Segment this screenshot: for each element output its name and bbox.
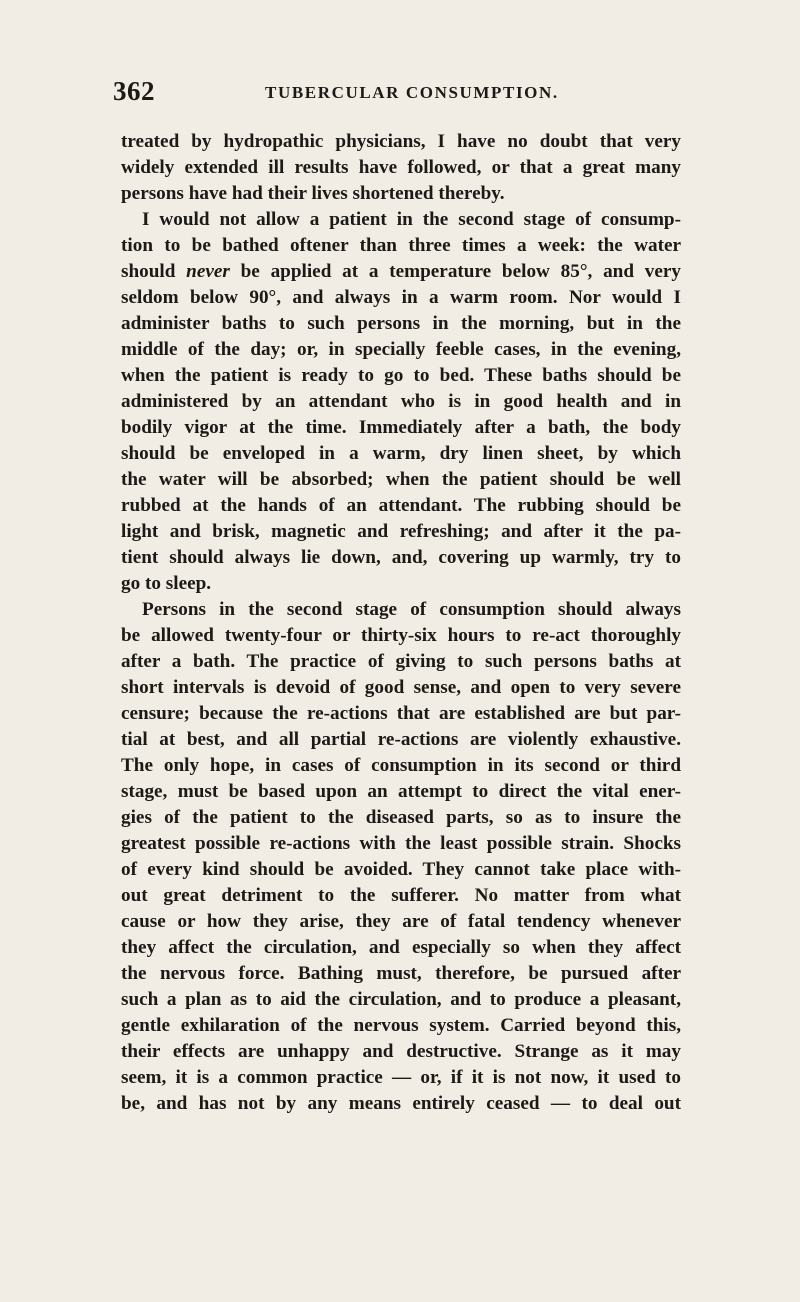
text-line: tial at best, and all partial re-actions are violently exhaustive. [121,729,681,750]
text-line: gentle exhilaration of the nervous system. Carried beyond this, [121,1015,681,1036]
body-text [121,129,681,1117]
text-line: stage, must be based upon an attempt to direct the vital ener- [121,781,681,802]
text-line: should be enveloped in a warm, dry linen sheet, by which [121,443,681,464]
text-line: seldom below 90°, and always in a warm room. Nor would I [121,287,681,308]
text-line: the water will be absorbed; when the patient should be well [121,469,681,490]
text-line: be allowed twenty-four or thirty-six hours to re-act thoroughly [121,625,681,646]
text-line: seem, it is a common practice — or, if it is not now, it used to [121,1067,681,1088]
text-fragment: be applied at a temperature below 85°, and very [240,261,681,282]
text-line: such a plan as to aid the circulation, and to produce a pleasant, [121,989,681,1010]
text-line: out great detriment to the sufferer. No matter from what [121,885,681,906]
text-line: after a bath. The practice of giving to such persons baths at [121,651,681,672]
text-line: the nervous force. Bathing must, therefore, be pursued after [121,963,681,984]
text-line: be, and has not by any means entirely ceased — to deal out [121,1093,681,1114]
text-line: cause or how they arise, they are of fatal tendency whenever [121,911,681,932]
text-line: short intervals is devoid of good sense, and open to very severe [121,677,681,698]
paragraph-start-line: I would not allow a patient in the second stage of consump- [142,209,681,230]
text-line: light and brisk, magnetic and refreshing; and after it the pa- [121,521,681,542]
running-head [113,76,685,110]
text-line: treated by hydropathic physicians, I have no doubt that very [121,131,681,152]
text-line: bodily vigor at the time. Immediately after a bath, the body [121,417,681,438]
running-title: TUBERCULAR CONSUMPTION. [265,83,559,102]
text-line [121,259,681,285]
italic-emphasis: never [186,261,230,282]
text-line: The only hope, in cases of consumption in its second or third [121,755,681,776]
text-line: greatest possible re-actions with the least possible strain. Shocks [121,833,681,854]
text-line: persons have had their lives shortened thereby. [121,183,505,204]
text-line: of every kind should be avoided. They cannot take place with- [121,859,681,880]
page-number: 362 [113,76,155,106]
text-line: tient should always lie down, and, covering up warmly, try to [121,547,681,568]
text-line: administer baths to such persons in the morning, but in the [121,313,681,334]
text-fragment: should [121,261,176,282]
text-line: tion to be bathed oftener than three times a week: the water [121,235,681,256]
text-line: administered by an attendant who is in good health and in [121,391,681,412]
paragraph-start-line: Persons in the second stage of consumption should always [142,599,681,620]
text-line: middle of the day; or, in specially feeble cases, in the evening, [121,339,681,360]
text-line: censure; because the re-actions that are established are but par- [121,703,681,724]
text-line: widely extended ill results have followed, or that a great many [121,157,681,178]
text-line: go to sleep. [121,573,212,594]
text-line: they affect the circulation, and especially so when they affect [121,937,681,958]
text-line: gies of the patient to the diseased parts, so as to insure the [121,807,681,828]
text-line: their effects are unhappy and destructive. Strange as it may [121,1041,681,1062]
text-line: when the patient is ready to go to bed. These baths should be [121,365,681,386]
text-line: rubbed at the hands of an attendant. The rubbing should be [121,495,681,516]
